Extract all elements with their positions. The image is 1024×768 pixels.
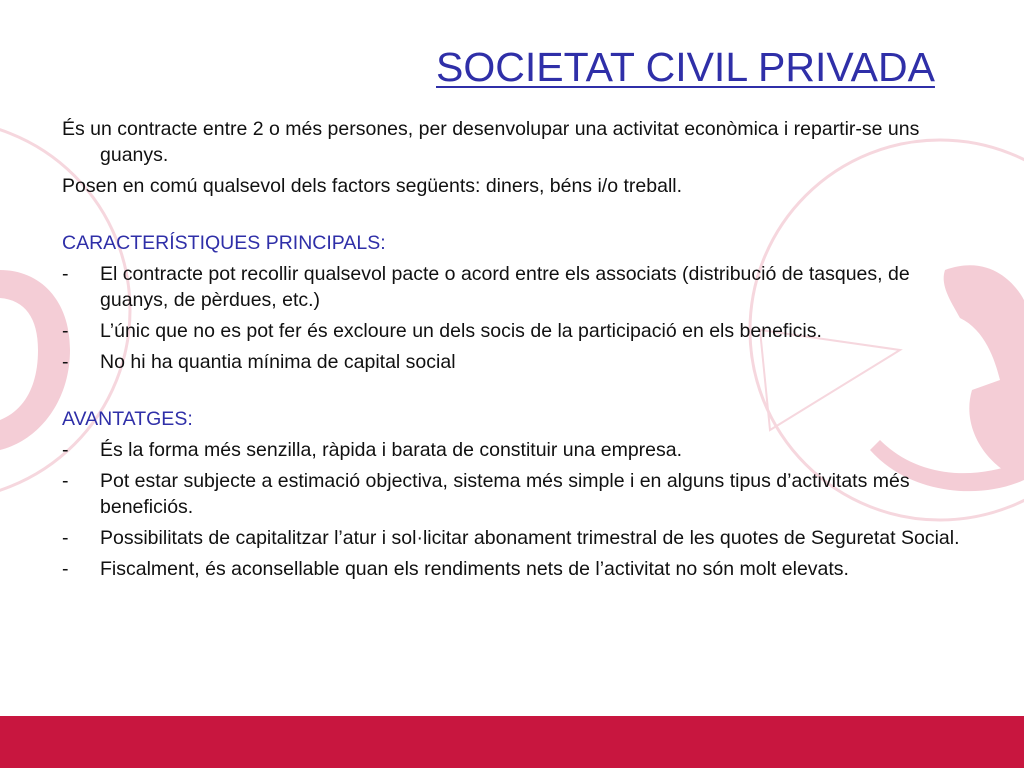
list-item-text: Fiscalment, és aconsellable quan els rendiments nets de l’activitat no són molt elevats. xyxy=(100,558,849,580)
list-item xyxy=(62,468,962,520)
footer-band xyxy=(0,716,1024,768)
intro-paragraph: És un contracte entre 2 o més persones, per desenvolupar una activitat econòmica i repartir-se uns guanys. xyxy=(62,118,920,166)
list-item xyxy=(62,318,962,344)
intro-paragraph: Posen en comú qualsevol dels factors següents: diners, béns i/o treball. xyxy=(62,175,683,197)
bullet-dash: - xyxy=(62,470,69,492)
bullet-dash: - xyxy=(62,439,69,461)
list-item-text: És la forma més senzilla, ràpida i barata de constituir una empresa. xyxy=(100,439,683,461)
list-item xyxy=(62,349,962,375)
section-heading-characteristics: CARACTERÍSTIQUES PRINCIPALS: xyxy=(62,232,386,254)
list-item xyxy=(62,437,962,463)
bullet-dash: - xyxy=(62,558,69,580)
section-heading-advantages: AVANTATGES: xyxy=(62,408,193,430)
list-item-text: Pot estar subjecte a estimació objectiva, sistema més simple i en alguns tipus d’activitats més beneficiós. xyxy=(100,470,910,518)
slide-body xyxy=(62,116,962,587)
list-item xyxy=(62,261,962,313)
bullet-dash: - xyxy=(62,320,69,342)
list-item-text: L’únic que no es pot fer és excloure un dels socis de la participació en els beneficis. xyxy=(100,320,822,342)
bullet-dash: - xyxy=(62,527,69,549)
list-item xyxy=(62,556,962,582)
bullet-dash: - xyxy=(62,351,69,373)
list-item-text: No hi ha quantia mínima de capital social xyxy=(100,351,456,373)
slide-title: SOCIETAT CIVIL PRIVADA xyxy=(436,44,935,90)
bullet-dash: - xyxy=(62,263,69,285)
list-item xyxy=(62,525,962,551)
list-item-text: El contracte pot recollir qualsevol pacte o acord entre els associats (distribució de tasques, de guanys, de pèrdues, etc.) xyxy=(100,263,910,311)
list-item-text: Possibilitats de capitalitzar l’atur i sol·licitar abonament trimestral de les quotes de Seguretat Social. xyxy=(100,527,960,549)
